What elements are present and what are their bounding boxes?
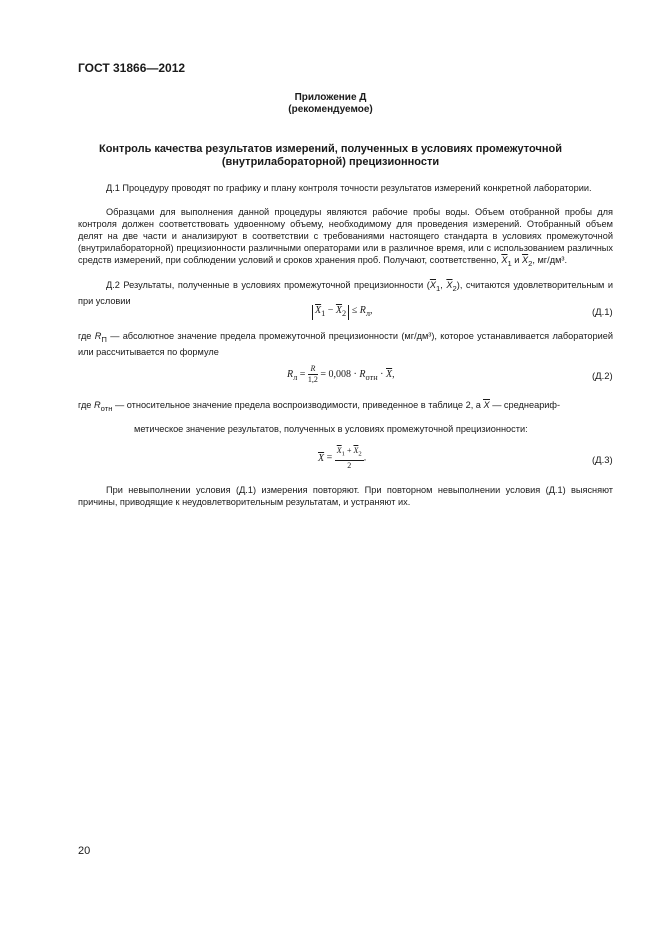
x2-subscript: 2 xyxy=(358,450,362,458)
x1-subscript: 1 xyxy=(321,309,326,318)
paragraph-d1: Д.1 Процедуру проводят по графику и плану контроля точности результатов измерений конкретной лаборатории. xyxy=(106,183,592,193)
x1-subscript: 1 xyxy=(507,259,512,269)
r-otn-symbol: R xyxy=(359,368,366,380)
equation-d2 xyxy=(287,364,395,385)
fraction-denominator: 2 xyxy=(347,460,352,470)
x2-subscript: 2 xyxy=(528,259,533,269)
equation-d3-number: (Д.3) xyxy=(592,455,613,466)
r-subscript: отн xyxy=(100,403,113,413)
paragraph-d2-start: Д.2 Результаты, полученные в условиях промежуточной прецизионности ( xyxy=(106,280,430,290)
equation-d2-number: (Д.2) xyxy=(592,371,613,382)
x1-symbol: $\overline{X}$ xyxy=(336,446,342,455)
x-mean-symbol: $\overline{X}$ xyxy=(483,400,490,410)
where-word: где xyxy=(78,400,92,410)
rhs-limit: ≤ R xyxy=(351,305,366,316)
fraction-denominator: 1,2 xyxy=(307,375,318,384)
paragraph-conclusion: При невыполнении условия (Д.1) измерения повторяют. При повторном невыполнении условия (Д.1) выясняют причины, приводящие к неудовлетворительным результатам, и устраняют их. xyxy=(78,485,613,508)
appendix-label: Приложение Д xyxy=(294,92,367,103)
x2-subscript: 2 xyxy=(452,283,457,293)
page-number: 20 xyxy=(78,845,91,857)
x2-subscript: 2 xyxy=(342,309,347,318)
and-word: и xyxy=(514,255,520,266)
paragraph-d2 xyxy=(78,279,613,307)
lhs-subscript: л xyxy=(293,372,298,382)
paragraph-d2-end: ), считаются удовлетворительным и при условии xyxy=(78,280,614,306)
abs-value-bars xyxy=(312,305,349,320)
where-word: где xyxy=(78,331,92,341)
title-line-1: Контроль качества результатов измерений, полученных в условиях промежуточной xyxy=(98,143,562,155)
fraction-numerator xyxy=(335,446,364,461)
equation-d1 xyxy=(312,305,372,320)
x2-symbol: $\overline{X}$ xyxy=(335,305,343,316)
x1-symbol: $\overline{X}$ xyxy=(501,255,508,266)
paragraph-where-rotn-cont: метическое значение результатов, полученных в условиях промежуточной прецизионности: xyxy=(134,424,528,434)
paragraph-where-rp xyxy=(78,330,613,358)
equation-d1-number: (Д.1) xyxy=(592,307,613,318)
equation-d3 xyxy=(318,446,366,471)
fraction xyxy=(335,446,364,471)
r-symbol: R xyxy=(94,331,102,341)
eq-tail: , xyxy=(392,368,395,380)
minus-sign: − xyxy=(327,305,334,316)
x-mean-symbol: $\overline{X}$ xyxy=(386,368,393,380)
plus-sign: + xyxy=(346,446,352,455)
equals-sign: = xyxy=(326,452,333,464)
x1-symbol: $\overline{X}$ xyxy=(315,305,322,316)
appendix-status: (рекомендуемое) xyxy=(288,104,373,115)
paragraph-samples xyxy=(78,206,613,270)
equals-sign: = xyxy=(299,368,306,380)
x1-subscript: 1 xyxy=(436,283,441,293)
lhs-symbol: R xyxy=(287,368,294,380)
dot-sign: · xyxy=(380,368,384,380)
eq-tail: , xyxy=(369,305,373,316)
document-code: ГОСТ 31866—2012 xyxy=(78,61,186,75)
x2-symbol: $\overline{X}$ xyxy=(521,255,529,266)
title-line-2: (внутрилабораторной) прецизионности xyxy=(221,156,440,168)
rhs-subscript: л xyxy=(365,309,370,318)
r-symbol: R xyxy=(93,400,101,410)
paragraph-where-rotn-end: — среднеариф- xyxy=(492,400,561,410)
fraction-numerator: R xyxy=(308,364,318,375)
paragraph-where-rp-text: — абсолютное значение предела промежуточной прецизионности (мг/дм³), которое устанавливается лабораторией или рассчитывается по формуле xyxy=(78,331,613,357)
coefficient: = 0,008 · xyxy=(320,368,357,380)
appendix-heading xyxy=(0,92,661,116)
x-mean-symbol: $\overline{X}$ xyxy=(318,452,325,464)
unit-text: , мг/дм³. xyxy=(532,255,568,266)
comma: , xyxy=(440,280,443,290)
r-subscript: П xyxy=(101,334,107,344)
x1-symbol: $\overline{X}$ xyxy=(429,280,437,290)
x1-subscript: 1 xyxy=(341,450,345,458)
x2-symbol: $\overline{X}$ xyxy=(353,446,359,455)
appendix-title xyxy=(0,143,661,169)
paragraph-where-rotn-text: — относительное значение предела воспроизводимости, приведенное в таблице 2, а xyxy=(115,400,481,410)
eq-tail: . xyxy=(363,452,367,464)
paragraph-where-rotn xyxy=(78,399,613,415)
fraction xyxy=(308,364,318,385)
x2-symbol: $\overline{X}$ xyxy=(446,280,453,290)
paragraph-samples-text: Образцами для выполнения данной процедуры являются рабочие пробы воды. Объем отобранной пробы для контроля должен соответствовать удвоенному объему, необходимому для проведения измерений. Отобранный объем делят на две части и анализируют в соответствии с требованиями настоящего стандарта в условиях промежуточной (внутрилабораторной) прецизионности различными операторами или в различное время, или с использованием различных средств измерений, при соблюдении условий и сроков хранения проб. Получают, соответственно, xyxy=(78,207,613,266)
r-otn-subscript: отн xyxy=(365,372,378,382)
